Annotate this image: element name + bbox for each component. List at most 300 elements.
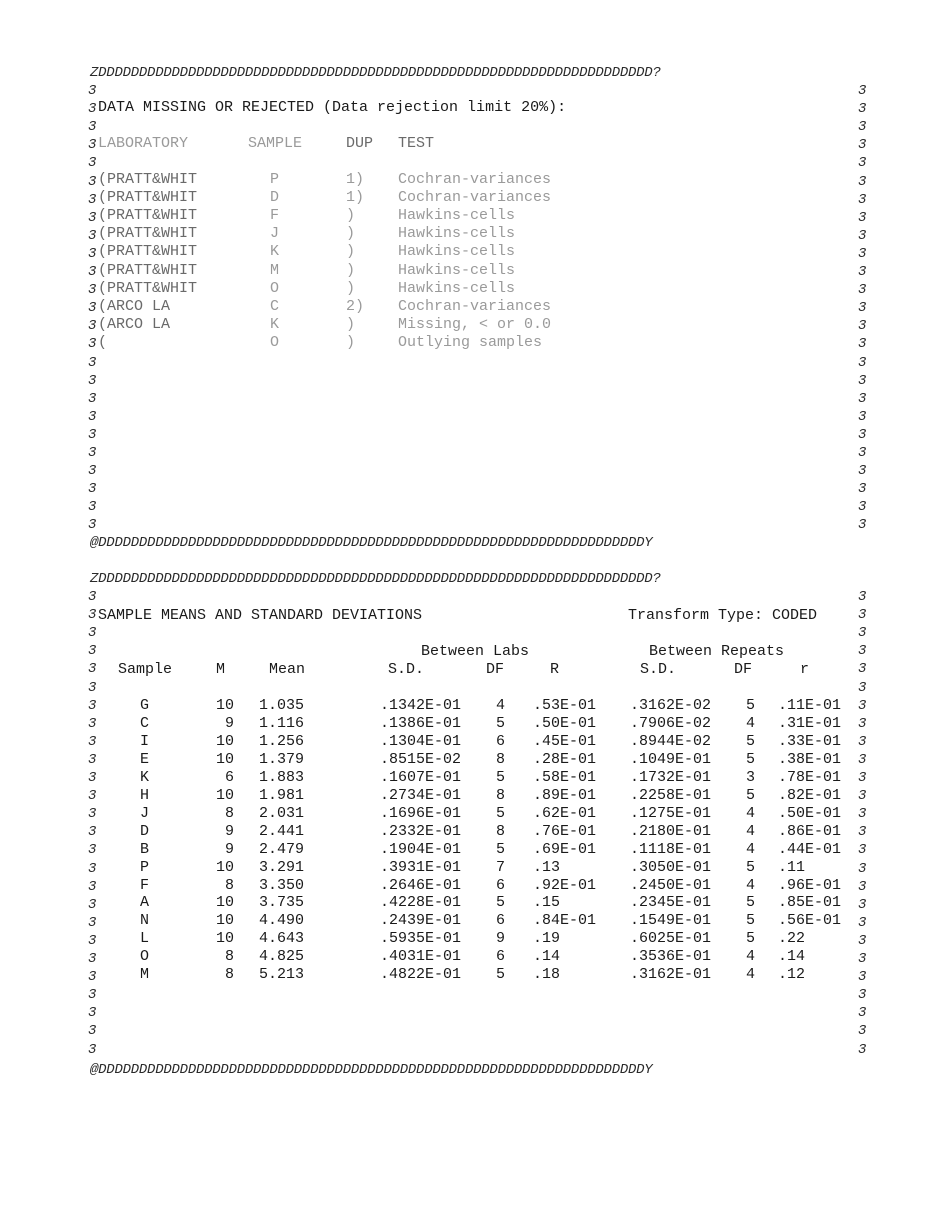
border-glyph: 3: [858, 300, 867, 317]
cell-df2: 4: [746, 876, 756, 894]
cell-sample: H: [140, 786, 150, 804]
cell-m: 10: [215, 930, 234, 948]
cell-df2: 4: [746, 822, 756, 840]
cell-sample: J: [140, 804, 150, 822]
cell-r: .82E-01: [778, 786, 842, 804]
cell-df: 7: [496, 858, 506, 876]
row-sample: O: [270, 279, 280, 297]
border-glyph: 3: [858, 824, 867, 841]
cell-r: .31E-01: [778, 714, 842, 732]
cell-m: 9: [224, 822, 234, 840]
cell-df: 8: [496, 750, 506, 768]
border-glyph: 3: [858, 1041, 867, 1058]
row-laboratory: (PRATT&WHIT: [98, 225, 198, 243]
group-between-repeats: Between Repeats: [649, 643, 785, 660]
cell-R: .18: [533, 966, 561, 984]
cell-m: 9: [224, 714, 234, 732]
cell-df2: 5: [746, 894, 756, 912]
cell-sample: M: [140, 966, 150, 984]
cell-mean: 1.116: [259, 714, 305, 732]
cell-R: .89E-01: [533, 786, 597, 804]
border-glyph: 3: [858, 173, 867, 190]
border-glyph: 3: [88, 770, 97, 786]
border-glyph: 3: [88, 463, 97, 480]
cell-df: 5: [496, 966, 506, 984]
cell-r: .56E-01: [778, 912, 842, 930]
border-glyph: 3: [858, 264, 867, 280]
border-glyph: 3: [88, 83, 97, 99]
cell-df2: 5: [746, 930, 756, 948]
border-glyph: 3: [858, 445, 867, 461]
border-glyph: 3: [88, 318, 97, 335]
cell-mean: 4.825: [259, 948, 305, 966]
border-glyph: 3: [88, 932, 97, 949]
border-glyph: 3: [88, 137, 97, 154]
cell-mean: 1.883: [259, 768, 305, 786]
cell-df: 5: [496, 714, 506, 732]
cell-sd: .1904E-01: [380, 840, 462, 858]
border-glyph: 3: [858, 914, 867, 931]
row-laboratory: (ARCO LA: [98, 297, 171, 315]
row-sample: K: [270, 243, 280, 261]
sample-means-title: SAMPLE MEANS AND STANDARD DEVIATIONS: [98, 607, 423, 624]
border-glyph: 3: [858, 282, 867, 299]
row-dup: 1): [346, 189, 365, 207]
border-glyph: 3: [88, 987, 97, 1004]
cell-sd2: .7906E-02: [630, 714, 712, 732]
row-test: Hawkins-cells: [398, 279, 516, 297]
header-mean: Mean: [269, 661, 306, 678]
row-sample: F: [270, 207, 280, 225]
border-glyph: 3: [88, 300, 97, 317]
cell-sd2: .6025E-01: [630, 930, 712, 948]
row-dup: ): [346, 261, 356, 279]
cell-R: .13: [533, 858, 561, 876]
row-test: Cochran-variances: [398, 171, 552, 188]
cell-r: .38E-01: [778, 750, 842, 768]
header-test: TEST: [398, 135, 435, 152]
cell-sd2: .3162E-02: [630, 697, 712, 714]
border-glyph: 3: [858, 969, 867, 986]
border-glyph: 3: [88, 951, 97, 967]
cell-R: .53E-01: [533, 697, 597, 714]
border-glyph: 3: [858, 1023, 867, 1040]
data-missing-title: DATA MISSING OR REJECTED (Data rejection limit 20%):: [98, 99, 567, 116]
cell-mean: 3.350: [259, 876, 305, 894]
border-glyph: 3: [88, 426, 97, 443]
cell-df: 5: [496, 894, 506, 912]
cell-r: .96E-01: [778, 876, 842, 894]
cell-sd2: .2450E-01: [630, 876, 712, 894]
header-labs-R: R: [550, 661, 560, 678]
border-glyph: 3: [858, 499, 867, 516]
transform-type: Transform Type: CODED: [628, 607, 818, 624]
row-laboratory: (PRATT&WHIT: [98, 207, 198, 225]
cell-sd2: .3050E-01: [630, 858, 712, 876]
border-glyph: 3: [88, 751, 97, 768]
border-glyph: 3: [858, 607, 867, 624]
row-test: Hawkins-cells: [398, 207, 516, 225]
row-sample: D: [270, 189, 280, 207]
border-glyph: 3: [858, 788, 867, 805]
header-dup: DUP: [346, 135, 374, 152]
cell-r: .12: [778, 966, 806, 984]
row-sample: K: [270, 315, 280, 333]
cell-sample: L: [140, 930, 150, 948]
cell-R: .15: [533, 894, 561, 912]
cell-r: .85E-01: [778, 894, 842, 912]
cell-sd: .1304E-01: [380, 732, 462, 750]
border-glyph: 3: [88, 227, 97, 244]
row-sample: J: [270, 225, 280, 243]
row-test: Outlying samples: [398, 333, 543, 351]
row-dup: ): [346, 315, 356, 333]
border-glyph: 3: [88, 969, 97, 986]
border-glyph: 3: [858, 318, 867, 335]
cell-df2: 4: [746, 714, 756, 732]
row-dup: ): [346, 207, 356, 225]
cell-R: .92E-01: [533, 876, 597, 894]
row-laboratory: (PRATT&WHIT: [98, 189, 198, 207]
border-glyph: 3: [858, 426, 867, 443]
cell-m: 10: [215, 697, 234, 714]
cell-sample: D: [140, 822, 150, 840]
border-glyph: 3: [88, 589, 97, 605]
cell-r: .11: [778, 858, 806, 876]
cell-sd2: .3162E-01: [630, 966, 712, 984]
cell-sd2: .1549E-01: [630, 912, 712, 930]
cell-m: 10: [215, 912, 234, 930]
row-laboratory: (PRATT&WHIT: [98, 243, 198, 261]
row-sample: P: [270, 171, 280, 188]
cell-R: .76E-01: [533, 822, 597, 840]
border-glyph: 3: [858, 245, 867, 262]
cell-r: .50E-01: [778, 804, 842, 822]
border-glyph: 3: [858, 1005, 867, 1022]
border-glyph: 3: [88, 191, 97, 208]
cell-df2: 4: [746, 840, 756, 858]
box1-bottom-border: @DDDDDDDDDDDDDDDDDDDDDDDDDDDDDDDDDDDDDDDDDDDDDDDDDDDDDDDDDDDDDDDDDDDY: [90, 535, 653, 551]
cell-sd: .5935E-01: [380, 930, 462, 948]
cell-sd2: .1275E-01: [630, 804, 712, 822]
border-glyph: 3: [88, 896, 97, 913]
border-glyph: 3: [88, 445, 97, 461]
cell-m: 10: [215, 732, 234, 750]
cell-sd: .8515E-02: [380, 750, 462, 768]
border-glyph: 3: [88, 788, 97, 805]
cell-sd: .2332E-01: [380, 822, 462, 840]
border-glyph: 3: [858, 209, 867, 226]
border-glyph: 3: [88, 209, 97, 226]
cell-sd: .1607E-01: [380, 768, 462, 786]
border-glyph: 3: [858, 987, 867, 1004]
cell-sample: P: [140, 858, 150, 876]
cell-mean: 2.479: [259, 840, 305, 858]
cell-df2: 5: [746, 858, 756, 876]
cell-sd2: .8944E-02: [630, 732, 712, 750]
cell-df2: 5: [746, 912, 756, 930]
border-glyph: 3: [88, 914, 97, 931]
cell-df: 6: [496, 732, 506, 750]
row-laboratory: (PRATT&WHIT: [98, 279, 198, 297]
border-glyph: 3: [858, 878, 867, 895]
cell-df: 4: [496, 697, 506, 714]
border-glyph: 3: [858, 932, 867, 949]
cell-df: 5: [496, 840, 506, 858]
row-test: Cochran-variances: [398, 297, 552, 315]
border-glyph: 3: [858, 733, 867, 750]
cell-sd2: .2258E-01: [630, 786, 712, 804]
cell-R: .69E-01: [533, 840, 597, 858]
cell-df: 8: [496, 822, 506, 840]
cell-sample: I: [140, 732, 150, 750]
cell-mean: 4.490: [259, 912, 305, 930]
border-glyph: 3: [88, 806, 97, 823]
cell-mean: 1.379: [259, 750, 305, 768]
row-laboratory: (PRATT&WHIT: [98, 261, 198, 279]
box2-right-border: [858, 588, 872, 1060]
border-glyph: 3: [88, 733, 97, 750]
row-dup: ): [346, 243, 356, 261]
border-glyph: 3: [88, 661, 97, 678]
cell-df: 5: [496, 804, 506, 822]
cell-df: 5: [496, 768, 506, 786]
header-labs-df: DF: [486, 661, 505, 678]
border-glyph: 3: [88, 354, 97, 371]
cell-df2: 4: [746, 948, 756, 966]
cell-mean: 1.256: [259, 732, 305, 750]
border-glyph: 3: [88, 1041, 97, 1058]
border-glyph: 3: [88, 481, 97, 498]
border-glyph: 3: [88, 372, 97, 389]
border-glyph: 3: [88, 1005, 97, 1022]
cell-sd2: .3536E-01: [630, 948, 712, 966]
border-glyph: 3: [88, 643, 97, 660]
border-glyph: 3: [88, 119, 97, 136]
cell-sd2: .2345E-01: [630, 894, 712, 912]
cell-m: 10: [215, 894, 234, 912]
cell-sd: .4031E-01: [380, 948, 462, 966]
border-glyph: 3: [858, 390, 867, 407]
cell-df2: 5: [746, 732, 756, 750]
border-glyph: 3: [88, 499, 97, 516]
border-glyph: 3: [858, 697, 867, 714]
border-glyph: 3: [88, 715, 97, 732]
border-glyph: 3: [858, 661, 867, 678]
border-glyph: 3: [88, 842, 97, 859]
header-sample: Sample: [118, 661, 173, 678]
data-missing-box: [88, 82, 866, 532]
row-test: Hawkins-cells: [398, 261, 516, 279]
cell-df2: 4: [746, 966, 756, 984]
cell-sd2: .1118E-01: [630, 840, 712, 858]
header-sample: SAMPLE: [248, 135, 303, 152]
border-glyph: 3: [858, 83, 867, 99]
header-repeats-sd: S.D.: [640, 661, 677, 678]
row-sample: M: [270, 261, 280, 279]
border-glyph: 3: [858, 806, 867, 823]
cell-r: .44E-01: [778, 840, 842, 858]
border-glyph: 3: [88, 408, 97, 425]
cell-sd: .4228E-01: [380, 894, 462, 912]
row-laboratory: (PRATT&WHIT: [98, 171, 198, 188]
cell-sample: F: [140, 876, 150, 894]
border-glyph: 3: [88, 679, 97, 696]
border-glyph: 3: [858, 481, 867, 498]
header-repeats-r: r: [800, 661, 810, 678]
cell-sd: .2734E-01: [380, 786, 462, 804]
cell-mean: 3.735: [259, 894, 305, 912]
row-test: Hawkins-cells: [398, 243, 516, 261]
cell-sd: .1342E-01: [380, 697, 462, 714]
cell-df: 6: [496, 912, 506, 930]
border-glyph: 3: [88, 1023, 97, 1040]
cell-R: .14: [533, 948, 561, 966]
border-glyph: 3: [88, 607, 97, 624]
border-glyph: 3: [858, 860, 867, 877]
row-test: Hawkins-cells: [398, 225, 516, 243]
cell-df2: 5: [746, 697, 756, 714]
row-test: Missing, < or 0.0: [398, 315, 552, 333]
cell-m: 8: [224, 948, 234, 966]
cell-sd: .1696E-01: [380, 804, 462, 822]
border-glyph: 3: [88, 336, 97, 353]
cell-R: .28E-01: [533, 750, 597, 768]
cell-sample: B: [140, 840, 150, 858]
cell-r: .86E-01: [778, 822, 842, 840]
border-glyph: 3: [88, 101, 97, 118]
border-glyph: 3: [858, 372, 867, 389]
cell-sd: .4822E-01: [380, 966, 462, 984]
border-glyph: 3: [858, 354, 867, 371]
box1-top-border: ZDDDDDDDDDDDDDDDDDDDDDDDDDDDDDDDDDDDDDDDDDDDDDDDDDDDDDDDDDDDDDDDDDDDD?: [90, 65, 661, 81]
cell-mean: 3.291: [259, 858, 305, 876]
row-dup: 1): [346, 171, 365, 188]
border-glyph: 3: [858, 589, 867, 605]
row-sample: O: [270, 333, 280, 351]
cell-m: 9: [224, 840, 234, 858]
cell-df: 6: [496, 948, 506, 966]
border-glyph: 3: [858, 715, 867, 732]
border-glyph: 3: [88, 264, 97, 280]
cell-m: 10: [215, 750, 234, 768]
border-glyph: 3: [858, 119, 867, 136]
row-dup: ): [346, 333, 356, 351]
border-glyph: 3: [858, 625, 867, 642]
cell-sd2: .2180E-01: [630, 822, 712, 840]
cell-m: 8: [224, 804, 234, 822]
cell-mean: 2.031: [259, 804, 305, 822]
border-glyph: 3: [858, 191, 867, 208]
border-glyph: 3: [858, 336, 867, 353]
cell-r: .33E-01: [778, 732, 842, 750]
border-glyph: 3: [858, 137, 867, 154]
cell-sample: O: [140, 948, 150, 966]
row-dup: ): [346, 279, 356, 297]
cell-mean: 1.035: [259, 697, 305, 714]
cell-mean: 2.441: [259, 822, 305, 840]
border-glyph: 3: [88, 697, 97, 714]
cell-m: 6: [224, 768, 234, 786]
cell-R: .19: [533, 930, 561, 948]
cell-df: 6: [496, 876, 506, 894]
cell-df2: 3: [746, 768, 756, 786]
cell-sample: K: [140, 768, 150, 786]
cell-df2: 5: [746, 786, 756, 804]
cell-sd: .3931E-01: [380, 858, 462, 876]
sample-means-box: [88, 588, 866, 1060]
cell-R: .58E-01: [533, 768, 597, 786]
cell-mean: 5.213: [259, 966, 305, 984]
row-laboratory: (: [98, 333, 108, 351]
cell-r: .78E-01: [778, 768, 842, 786]
border-glyph: 3: [88, 824, 97, 841]
border-glyph: 3: [858, 751, 867, 768]
cell-r: .22: [778, 930, 806, 948]
cell-r: .14: [778, 948, 806, 966]
cell-df: 8: [496, 786, 506, 804]
cell-sd2: .1049E-01: [630, 750, 712, 768]
cell-mean: 4.643: [259, 930, 305, 948]
header-m: M: [216, 661, 226, 678]
box2-top-border: ZDDDDDDDDDDDDDDDDDDDDDDDDDDDDDDDDDDDDDDDDDDDDDDDDDDDDDDDDDDDDDDDDDDDD?: [90, 571, 661, 587]
border-glyph: 3: [858, 155, 867, 172]
cell-sample: C: [140, 714, 150, 732]
row-laboratory: (ARCO LA: [98, 315, 171, 333]
cell-R: .62E-01: [533, 804, 597, 822]
group-between-labs: Between Labs: [421, 643, 530, 660]
cell-sample: E: [140, 750, 150, 768]
box2-bottom-border: @DDDDDDDDDDDDDDDDDDDDDDDDDDDDDDDDDDDDDDDDDDDDDDDDDDDDDDDDDDDDDDDDDDDY: [90, 1062, 653, 1078]
cell-sd2: .1732E-01: [630, 768, 712, 786]
cell-df: 9: [496, 930, 506, 948]
border-glyph: 3: [858, 896, 867, 913]
cell-m: 8: [224, 966, 234, 984]
cell-r: .11E-01: [778, 697, 842, 714]
border-glyph: 3: [858, 643, 867, 660]
border-glyph: 3: [88, 517, 97, 534]
cell-R: .45E-01: [533, 732, 597, 750]
cell-m: 10: [215, 858, 234, 876]
border-glyph: 3: [858, 463, 867, 480]
border-glyph: 3: [858, 101, 867, 118]
cell-df2: 4: [746, 804, 756, 822]
cell-sample: G: [140, 697, 150, 714]
box1-right-border: [858, 82, 872, 532]
border-glyph: 3: [858, 517, 867, 534]
border-glyph: 3: [88, 390, 97, 407]
border-glyph: 3: [88, 245, 97, 262]
header-laboratory: LABORATORY: [98, 135, 189, 152]
row-sample: C: [270, 297, 280, 315]
cell-sd: .2439E-01: [380, 912, 462, 930]
border-glyph: 3: [88, 625, 97, 642]
cell-R: .50E-01: [533, 714, 597, 732]
cell-sd: .1386E-01: [380, 714, 462, 732]
border-glyph: 3: [88, 878, 97, 895]
header-repeats-df: DF: [734, 661, 753, 678]
cell-m: 10: [215, 786, 234, 804]
border-glyph: 3: [858, 679, 867, 696]
box2-left-border: [88, 588, 102, 1060]
cell-mean: 1.981: [259, 786, 305, 804]
cell-sd: .2646E-01: [380, 876, 462, 894]
cell-sample: A: [140, 894, 150, 912]
cell-m: 8: [224, 876, 234, 894]
header-labs-sd: S.D.: [388, 661, 425, 678]
border-glyph: 3: [858, 408, 867, 425]
border-glyph: 3: [88, 173, 97, 190]
